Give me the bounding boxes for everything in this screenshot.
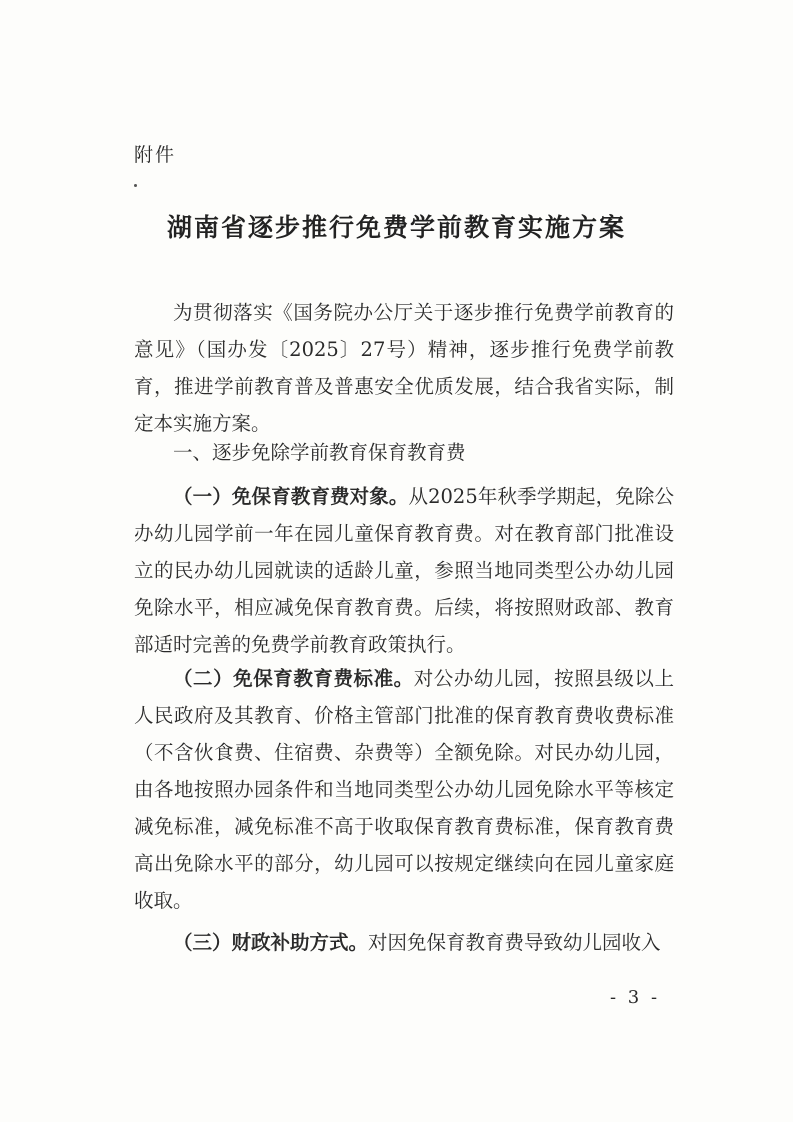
stray-mark: [134, 184, 137, 187]
document-title: 湖南省逐步推行免费学前教育实施方案: [166, 213, 626, 242]
item-1-label: （一）免保育教育费对象。: [173, 485, 409, 508]
item-3-paragraph: [134, 924, 674, 961]
section-heading-1: 一、逐步免除学前教育保育教育费: [173, 441, 466, 464]
item-3-label: （三）财政补助方式。: [173, 931, 369, 954]
intro-paragraph: 为贯彻落实《国务院办公厅关于逐步推行免费学前教育的意见》（国办发〔2025〕27号）精神，逐步推行免费学前教育，推进学前教育普及普惠安全优质发展，结合我省实际，制定本实施方案。: [134, 301, 674, 435]
item-1-text: 从2025年秋季学期起，免除公办幼儿园学前一年在园儿童保育教育费。对在教育部门批准设立的民办幼儿园就读的适龄儿童，参照当地同类型公办幼儿园免除水平，相应减免保育教育费。后续，将按照财政部、教育部适时完善的免费学前教育政策执行。: [134, 485, 674, 656]
item-2-paragraph: [134, 660, 674, 919]
item-1-paragraph: [134, 478, 674, 663]
item-2-text: 对公办幼儿园，按照县级以上人民政府及其教育、价格主管部门批准的保育教育费收费标准（不含伙食费、住宿费、杂费等）全额免除。对民办幼儿园，由各地按照办园条件和当地同类型公办幼儿园免除水平等核定减免标准，减免标准不高于收取保育教育费标准，保育教育费高出免除水平的部分，幼儿园可以按规定继续向在园儿童家庭收取。: [134, 667, 674, 912]
item-3-text: 对因免保育教育费导致幼儿园收入: [368, 931, 661, 954]
item-2-label: （二）免保育教育费标准。: [173, 667, 414, 690]
attachment-label: 附件: [134, 144, 177, 166]
page-number: - 3 -: [610, 987, 661, 1008]
